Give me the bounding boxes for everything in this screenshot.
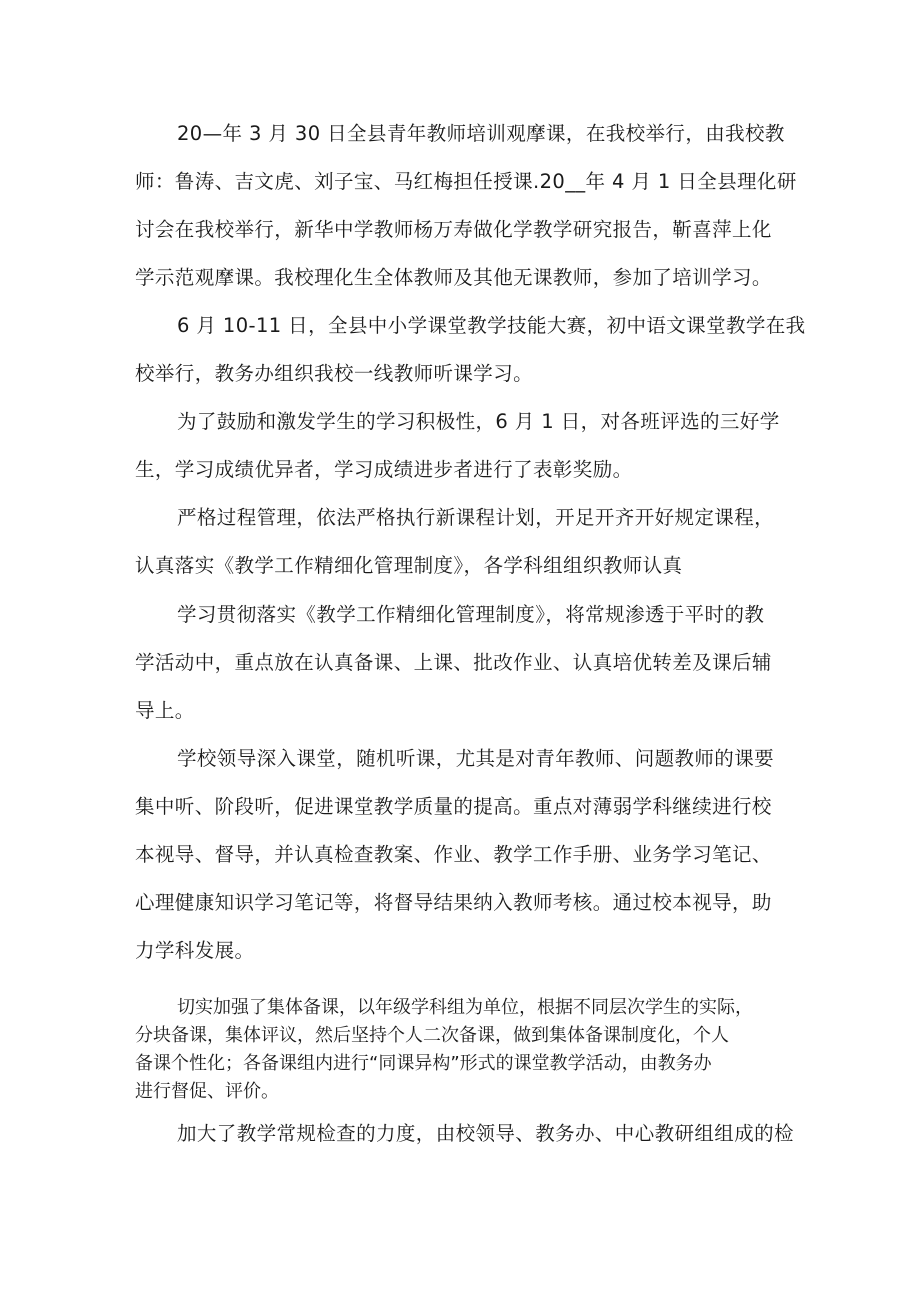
paragraph-6-line-4: 心理健康知识学习笔记等，将督导结果纳入教师考核。通过校本视导，助 <box>135 891 772 914</box>
paragraph-4-line-1: 严格过程管理，依法严格执行新课程计划，开足开齐开好规定课程， <box>177 506 775 529</box>
paragraph-7-line-4: 进行督促、评价。 <box>135 1081 279 1102</box>
paragraph-2-line-1: 6 月 10-11 日，全县中小学课堂教学技能大赛，初中语文课堂教学在我 <box>177 314 806 337</box>
paragraph-5-line-2: 学活动中，重点放在认真备课、上课、批改作业、认真培优转差及课后辅 <box>135 651 772 674</box>
paragraph-7-line-1: 切实加强了集体备课，以年级学科组为单位，根据不同层次学生的实际， <box>177 997 753 1018</box>
paragraph-6-line-5: 力学科发展。 <box>135 939 255 962</box>
paragraph-6-line-2: 集中听、阶段听，促进课堂教学质量的提高。重点对薄弱学科继续进行校 <box>135 795 772 818</box>
paragraph-7-line-2: 分块备课，集体评议，然后坚持个人二次备课，做到集体备课制度化，个人 <box>135 1025 729 1046</box>
paragraph-5-line-1: 学习贯彻落实《教学工作精细化管理制度》，将常规渗透于平时的教 <box>177 603 765 626</box>
paragraph-1-line-2: 师：鲁涛、吉文虎、刘子宝、马红梅担任授课.20__年 4 月 1 日全县理化研 <box>135 170 797 193</box>
paragraph-3-line-1: 为了鼓励和激发学生的学习积极性，6 月 1 日，对各班评选的三好学 <box>177 410 780 433</box>
paragraph-5-line-3: 导上。 <box>135 699 195 722</box>
paragraph-4-line-2: 认真落实《教学工作精细化管理制度》，各学科组组织教师认真 <box>135 554 683 577</box>
paragraph-6-line-3: 本视导、督导，并认真检查教案、作业、教学工作手册、业务学习笔记、 <box>135 843 772 866</box>
paragraph-1-line-3: 讨会在我校举行，新华中学教师杨万寿做化学教学研究报告，靳喜萍上化 <box>135 218 772 241</box>
paragraph-3-line-2: 生，学习成绩优异者，学习成绩进步者进行了表彰奖励。 <box>135 458 633 481</box>
paragraph-1-line-1: 20—年 3 月 30 日全县青年教师培训观摩课，在我校举行，由我校教 <box>177 122 785 145</box>
paragraph-7-line-3: 备课个性化；各备课组内进行“同课异构”形式的课堂教学活动，由教务办 <box>135 1053 712 1074</box>
paragraph-8-line-1: 加大了教学常规检查的力度，由校领导、教务办、中心教研组组成的检 <box>177 1122 794 1145</box>
paragraph-6-line-1: 学校领导深入课堂，随机听课，尤其是对青年教师、问题教师的课要 <box>177 747 775 770</box>
paragraph-1-line-4: 学示范观摩课。我校理化生全体教师及其他无课教师，参加了培训学习。 <box>135 266 772 289</box>
paragraph-2-line-2: 校举行，教务办组织我校一线教师听课学习。 <box>135 362 534 385</box>
